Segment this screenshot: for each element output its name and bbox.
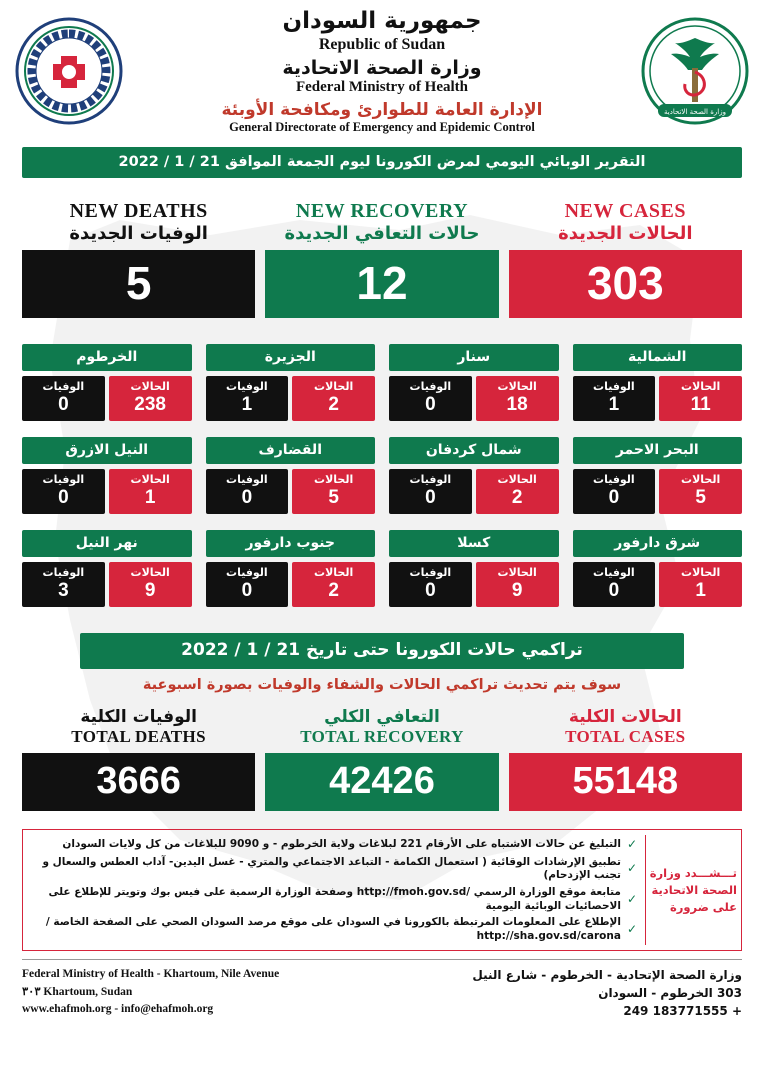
deaths-label: الوفيات (42, 379, 85, 393)
state-block-sennar (389, 344, 559, 421)
check-icon: ✓ (626, 921, 637, 936)
cases-value: 5 (695, 487, 706, 509)
cases-value: 2 (328, 580, 339, 602)
state-name: شرق دارفور (573, 530, 743, 557)
deaths-value: 0 (58, 394, 69, 416)
state-block-red-sea (573, 437, 743, 514)
deaths-label: الوفيات (226, 379, 268, 393)
cases-label: الحالات (130, 379, 170, 393)
deaths-value: 0 (608, 580, 620, 602)
check-icon: ✓ (626, 836, 637, 851)
stat-total-deaths-value: 3666 (22, 753, 255, 811)
deaths-value: 0 (425, 394, 436, 416)
state-deaths-cell (22, 562, 105, 607)
cases-value: 1 (144, 487, 156, 509)
state-deaths-cell (389, 469, 472, 514)
state-name: النيل الازرق (22, 437, 192, 464)
cases-value: 18 (506, 394, 528, 416)
state-deaths-cell (206, 469, 289, 514)
footer-city-ar: 303 الخرطوم - السودان (598, 986, 742, 1001)
stat-new-recovery-label-ar: حالات التعافي الجديدة (284, 222, 480, 244)
state-deaths-cell (389, 562, 472, 607)
stat-new-deaths-label-en: NEW DEATHS (69, 199, 208, 222)
state-deaths-cell (22, 469, 105, 514)
stat-total-cases-label-ar: الحالات الكلية (568, 706, 682, 727)
state-deaths-cell (573, 376, 656, 421)
state-cases-cell (109, 562, 192, 607)
state-name: البحر الاحمر (573, 437, 743, 464)
state-cases-cell (659, 376, 742, 421)
cases-value: 2 (328, 394, 339, 416)
states-row (22, 530, 742, 607)
deaths-value: 0 (425, 487, 436, 509)
cases-value: 238 (134, 394, 166, 416)
stat-new-recovery-label-en: NEW RECOVERY (295, 199, 469, 222)
deaths-value: 0 (241, 580, 253, 602)
directorate-name-arabic: الإدارة العامة للطوارئ ومكافحة الأوبئة (221, 100, 543, 121)
advice-item-text: التبليغ عن حالات الاشتباه على الأرقام 221 لبلاغات ولاية الخرطوم - و 9090 للبلاغات من كل ولايات السودان (62, 837, 621, 850)
state-block-north-kordofan (389, 437, 559, 514)
state-block-northern (573, 344, 743, 421)
state-cases-cell (292, 376, 375, 421)
cases-value: 9 (144, 580, 156, 602)
advice-item (31, 916, 637, 943)
deaths-label: الوفيات (593, 565, 635, 579)
deaths-value: 0 (425, 580, 436, 602)
state-cases-cell (292, 562, 375, 607)
daily-report-date-banner: التقرير الوبائي اليومي لمرض الكورونا ليوم الجمعة الموافق 21 / 1 / 2022 (22, 147, 742, 178)
stat-new-recovery (265, 200, 498, 318)
deaths-label: الوفيات (593, 472, 635, 486)
deaths-label: الوفيات (409, 565, 452, 579)
state-deaths-cell (389, 376, 472, 421)
cases-label: الحالات (314, 379, 354, 393)
country-name-english: Republic of Sudan (318, 36, 446, 54)
state-name: جنوب دارفور (206, 530, 376, 557)
state-deaths-cell (573, 562, 656, 607)
state-deaths-cell (22, 376, 105, 421)
deaths-value: 0 (58, 487, 69, 509)
state-name: كسلا (389, 530, 559, 557)
advice-item (31, 856, 637, 883)
deaths-label: الوفيات (226, 565, 268, 579)
advice-items-list (27, 835, 645, 945)
directorate-name-english: General Directorate of Emergency and Epidemic Control (229, 120, 535, 135)
cases-label: الحالات (681, 379, 721, 393)
footer-address-ar: وزارة الصحة الإتحادية - الخرطوم - شارع النيل (472, 968, 742, 983)
deaths-label: الوفيات (226, 472, 268, 486)
document-footer (22, 959, 742, 1020)
ministry-name-english: Federal Ministry of Health (295, 79, 469, 96)
stat-new-cases-value: 303 (509, 250, 742, 318)
state-cases-cell (476, 562, 559, 607)
state-block-east-darfur (573, 530, 743, 607)
stat-total-cases-label-en: TOTAL CASES (565, 726, 686, 746)
state-name: الجزيرة (206, 344, 376, 371)
advice-item-text: متابعة موقع الوزارة الرسمي /http://fmoh.gov.sd وصفحة الوزارة الرسمية على فيس بوك وتويتر للإطلاع على الاحصائيات الوبائية اليومية (48, 885, 621, 912)
state-deaths-cell (206, 376, 289, 421)
emergency-epidemic-control-logo (14, 16, 124, 126)
advice-item-text: الإطلاع على المعلومات المرتبطة بالكورونا في السودان على موقع مرصد السودان الصحي على الصفحة الخاصة / http://sha.gov.sd/carona (45, 916, 621, 942)
state-block-south-darfur (206, 530, 376, 607)
footer-website-en: www.ehafmoh.org - info@ehafmoh.org (22, 1002, 214, 1015)
state-block-blue-nile (22, 437, 192, 514)
deaths-value: 0 (608, 487, 620, 509)
check-icon: ✓ (626, 891, 637, 906)
state-cases-cell (292, 469, 375, 514)
stat-new-recovery-value: 12 (265, 250, 498, 318)
stat-total-cases-value: 55148 (509, 753, 742, 811)
cases-label: الحالات (497, 565, 537, 579)
cases-value: 2 (511, 487, 523, 509)
state-block-aljazirah (206, 344, 376, 421)
state-block-river-nile (22, 530, 192, 607)
cumulative-statistics-row (22, 707, 742, 811)
stat-new-cases-label-en: NEW CASES (564, 199, 687, 222)
stat-new-deaths-label-ar: الوفيات الجديدة (69, 222, 208, 244)
daily-statistics-row (22, 200, 742, 318)
stat-total-recovery-label-ar: التعافي الكلي (324, 706, 440, 727)
stat-total-deaths-label-ar: الوفيات الكلية (80, 706, 197, 727)
states-row (22, 344, 742, 421)
state-block-kassala (389, 530, 559, 607)
states-breakdown-grid (22, 344, 742, 607)
cases-value: 11 (690, 394, 711, 416)
state-cases-cell (109, 376, 192, 421)
state-name: نهر النيل (22, 530, 192, 557)
deaths-label: الوفيات (409, 379, 452, 393)
deaths-value: 1 (608, 394, 620, 416)
cases-value: 5 (328, 487, 339, 509)
cases-label: الحالات (497, 472, 537, 486)
cases-label: الحالات (681, 472, 721, 486)
cases-value: 9 (511, 580, 523, 602)
state-deaths-cell (573, 469, 656, 514)
states-row (22, 437, 742, 514)
deaths-label: الوفيات (593, 379, 635, 393)
ministry-name-arabic: وزارة الصحة الاتحادية (282, 57, 482, 79)
state-cases-cell (109, 469, 192, 514)
state-name: سنار (389, 344, 559, 371)
footer-city-en: ٣٠٣ Khartoum, Sudan (22, 985, 133, 998)
state-deaths-cell (206, 562, 289, 607)
stat-total-recovery-label-en: TOTAL RECOVERY (300, 726, 464, 746)
advice-item (31, 837, 637, 853)
cumulative-banner: تراكمي حالات الكورونا حتى تاريخ 21 / 1 / 2022 (80, 633, 684, 669)
cases-value: 1 (695, 580, 706, 602)
advice-side-title: تـــشـــدد وزارة الصحة الاتحادية على ضرورة (645, 835, 737, 945)
deaths-label: الوفيات (409, 472, 452, 486)
cases-label: الحالات (314, 565, 354, 579)
svg-text:وزارة الصحة الاتحادية: وزارة الصحة الاتحادية (664, 108, 726, 117)
state-block-gedaref (206, 437, 376, 514)
state-cases-cell (659, 562, 742, 607)
cases-label: الحالات (497, 379, 537, 393)
stat-total-deaths-label-en: TOTAL DEATHS (71, 726, 207, 746)
state-cases-cell (659, 469, 742, 514)
deaths-value: 1 (241, 394, 253, 416)
state-name: القضارف (206, 437, 376, 464)
advice-item-text: تطبيق الإرشادات الوقائية ( استعمال الكمامة - التباعد الاجتماعي والمتري - غسل اليدين- آداب العطس والسعال و تجنب الإزدحام) (42, 855, 621, 882)
cumulative-update-note: سوف يتم تحديث تراكمي الحالات والشفاء والوفيات بصورة اسبوعية (142, 676, 622, 693)
cases-label: الحالات (314, 472, 354, 486)
stat-total-deaths (22, 707, 255, 811)
footer-contact-english (22, 966, 279, 1018)
footer-contact-arabic (472, 966, 742, 1020)
stat-total-cases (509, 707, 742, 811)
health-advice-box (22, 829, 742, 951)
cases-label: الحالات (130, 565, 170, 579)
deaths-label: الوفيات (42, 472, 85, 486)
deaths-label: الوفيات (42, 565, 85, 579)
federal-ministry-of-health-logo (640, 16, 750, 126)
state-cases-cell (476, 469, 559, 514)
state-name: الشمالية (573, 344, 743, 371)
deaths-value: 0 (241, 487, 253, 509)
state-block-khartoum (22, 344, 192, 421)
advice-item (31, 886, 637, 913)
country-name-arabic: جمهورية السودان (282, 8, 482, 34)
state-cases-cell (476, 376, 559, 421)
stat-new-cases-label-ar: الحالات الجديدة (558, 222, 693, 244)
stat-new-cases (509, 200, 742, 318)
deaths-value: 3 (58, 580, 69, 602)
stat-total-recovery-value: 42426 (265, 753, 498, 811)
footer-phone: + 183771555 249 (623, 1004, 742, 1019)
state-name: شمال كردفان (389, 437, 559, 464)
header-titles (124, 8, 640, 135)
stat-new-deaths-value: 5 (22, 250, 255, 318)
document-header (0, 0, 764, 137)
stat-total-recovery (265, 707, 498, 811)
cases-label: الحالات (681, 565, 721, 579)
cases-label: الحالات (130, 472, 170, 486)
footer-address-en: Federal Ministry of Health - Khartoum, Nile Avenue (22, 968, 280, 981)
check-icon: ✓ (626, 861, 637, 876)
stat-new-deaths (22, 200, 255, 318)
state-name: الخرطوم (22, 344, 192, 371)
